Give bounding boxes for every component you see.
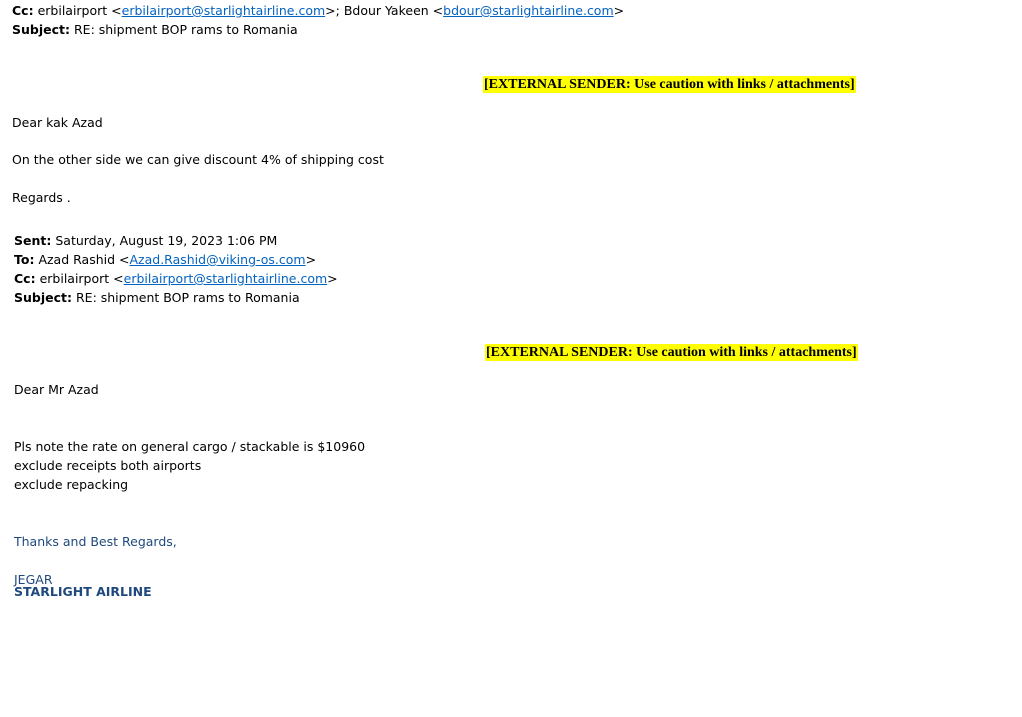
cc-close: > [327, 271, 338, 286]
sent-label: Sent: [14, 233, 52, 248]
subject-line-2 [14, 288, 300, 307]
to-line [14, 250, 316, 269]
cc-email-link[interactable]: erbilairport@starlightairline.com [123, 271, 328, 286]
cc-email-link-2[interactable]: bdour@starlightairline.com [443, 3, 614, 18]
to-close: > [305, 252, 317, 267]
external-sender-banner: [EXTERNAL SENDER: Use caution with links / attachments] [486, 345, 857, 360]
subject-text: RE: shipment BOP rams to Romania [75, 290, 300, 305]
signature-name: JEGAR [14, 572, 53, 587]
cc-name: erbilairport < [39, 271, 124, 286]
to-name: Azad Rashid < [38, 252, 130, 267]
sent-date: Saturday, August 19, 2023 1:06 PM [55, 233, 278, 248]
signoff: Thanks and Best Regards, [14, 534, 177, 549]
to-email-link[interactable]: Azad.Rashid@viking-os.com [129, 252, 306, 267]
subject-line-1 [12, 20, 298, 39]
cc-line-2 [14, 269, 338, 288]
subject-label: Subject: [12, 22, 70, 37]
exclusion-text: exclude receipts both airports [14, 458, 202, 473]
rate-text: Pls note the rate on general cargo / stackable is $10960 [14, 439, 366, 454]
cc-separator: >; Bdour Yakeen < [325, 3, 444, 18]
external-sender-banner: [EXTERNAL SENDER: Use caution with links / attachments] [484, 77, 855, 92]
greeting: Dear Mr Azad [14, 382, 99, 397]
cc-name: erbilairport < [37, 3, 122, 18]
cc-label: Cc: [12, 3, 34, 18]
closing: Regards . [12, 190, 71, 205]
cc-line-1 [12, 1, 624, 20]
cc-label: Cc: [14, 271, 36, 286]
to-label: To: [14, 252, 35, 267]
greeting: Dear kak Azad [12, 115, 103, 130]
cc-email-link[interactable]: erbilairport@starlightairline.com [121, 3, 326, 18]
cc-close: > [613, 3, 625, 18]
exclusion-text: exclude repacking [14, 477, 129, 492]
body-text: On the other side we can give discount 4% of shipping cost [12, 152, 384, 167]
subject-label: Subject: [14, 290, 72, 305]
subject-text: RE: shipment BOP rams to Romania [73, 22, 298, 37]
signature-company: STARLIGHT AIRLINE [14, 584, 152, 599]
signature-company-cut [14, 584, 152, 599]
sent-line [14, 231, 277, 250]
